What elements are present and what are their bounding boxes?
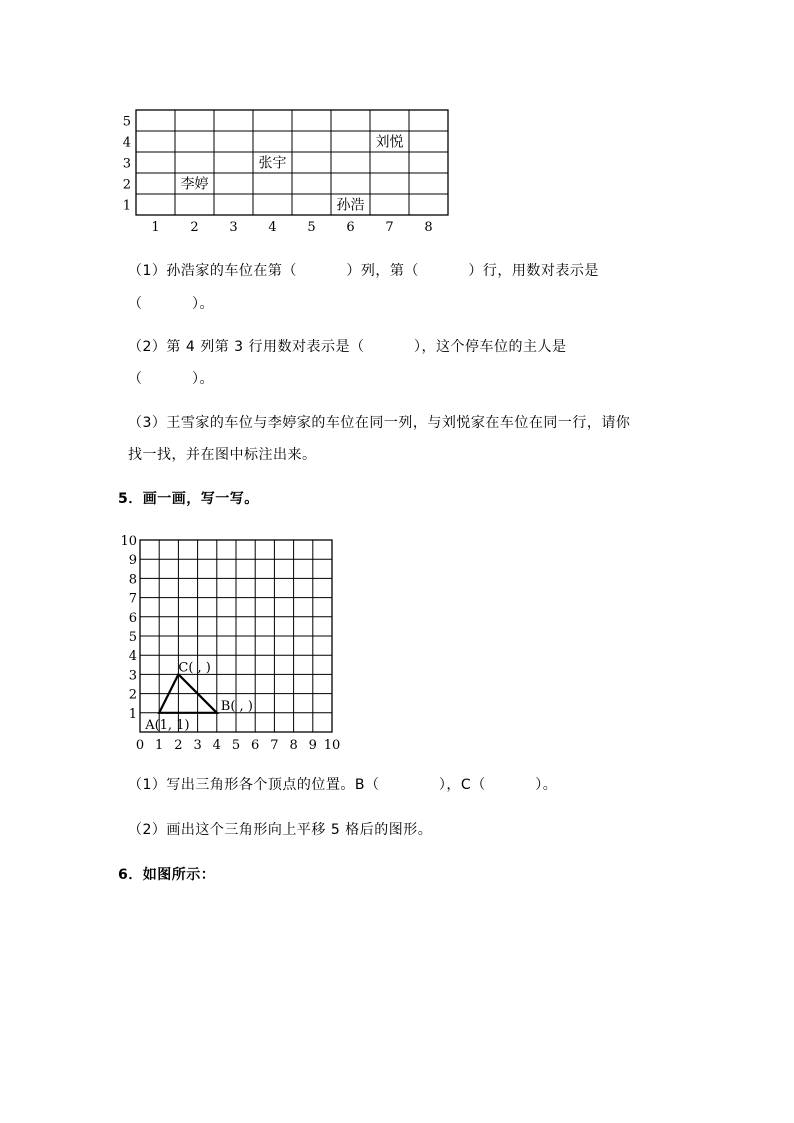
section-6-title: 6．如图所示： — [118, 867, 216, 883]
col-label: 2 — [190, 220, 199, 235]
col-label: 8 — [424, 220, 433, 235]
question-5-2: （2）画出这个三角形向上平移 5 格后的图形。 — [128, 822, 433, 838]
x-tick-label: 6 — [251, 738, 260, 753]
coordinate-grid-svg — [118, 534, 358, 753]
y-tick-label: 7 — [128, 591, 137, 607]
x-tick-label: 8 — [289, 738, 298, 753]
question-2-line-2: （ ）。 — [128, 371, 215, 387]
vertex-label-b: B( , ) — [220, 698, 253, 714]
row-label: 4 — [122, 135, 131, 151]
x-tick-label: 7 — [270, 738, 279, 753]
col-label: 3 — [229, 220, 238, 235]
x-tick-label: 1 — [155, 738, 164, 753]
x-tick-label: 5 — [231, 738, 241, 753]
y-tick-label: 2 — [128, 687, 137, 703]
row-label: 5 — [122, 114, 131, 130]
y-tick-label: 1 — [128, 706, 137, 722]
owner-label: 李婷 — [180, 176, 209, 193]
y-tick-label: 9 — [128, 553, 137, 569]
y-tick-label: 3 — [128, 668, 137, 684]
parking-grid-svg — [117, 106, 457, 236]
question-1-line-2: （ ）。 — [128, 296, 215, 312]
y-tick-label: 8 — [128, 572, 137, 588]
col-label: 7 — [385, 220, 394, 235]
x-tick-label: 2 — [174, 738, 183, 753]
owner-label: 孙浩 — [336, 197, 365, 214]
x-tick-label: 9 — [308, 738, 317, 753]
question-3-line-2: 找一找，并在图中标注出来。 — [128, 447, 317, 463]
x-tick-label: 4 — [212, 738, 221, 753]
x-tick-label: 0 — [135, 738, 145, 753]
col-label: 5 — [307, 220, 316, 235]
section-5-title: 5．画一画，写一写。 — [118, 491, 259, 507]
row-label: 3 — [122, 156, 131, 172]
col-label: 6 — [346, 220, 355, 235]
x-tick-label: 10 — [323, 738, 341, 753]
x-tick-label: 3 — [193, 738, 202, 753]
owner-label: 张宇 — [258, 155, 287, 172]
question-5-1: （1）写出三角形各个顶点的位置。B（ ），C（ ）。 — [128, 777, 558, 793]
owner-label: 刘悦 — [375, 134, 404, 151]
parking-grid — [117, 106, 457, 236]
question-2-line-1: （2）第 4 列第 3 行用数对表示是（ ），这个停车位的主人是 — [128, 339, 567, 355]
y-tick-label: 6 — [128, 610, 137, 626]
y-tick-label: 10 — [120, 534, 137, 549]
row-label: 1 — [122, 198, 131, 214]
col-label: 4 — [268, 220, 277, 235]
vertex-label-c: C( , ) — [178, 660, 211, 676]
y-tick-label: 4 — [128, 649, 137, 665]
y-tick-label: 5 — [128, 630, 137, 645]
coordinate-grid — [118, 534, 358, 753]
question-3-line-1: （3）王雪家的车位与李婷家的车位在同一列，与刘悦家在车位在同一行，请你 — [128, 415, 631, 431]
col-label: 1 — [151, 220, 160, 235]
vertex-label-a: A(1, 1) — [145, 717, 190, 733]
row-label: 2 — [122, 177, 131, 193]
question-1-line-1: （1）孙浩家的车位在第（ ）列，第（ ）行，用数对表示是 — [128, 263, 599, 279]
